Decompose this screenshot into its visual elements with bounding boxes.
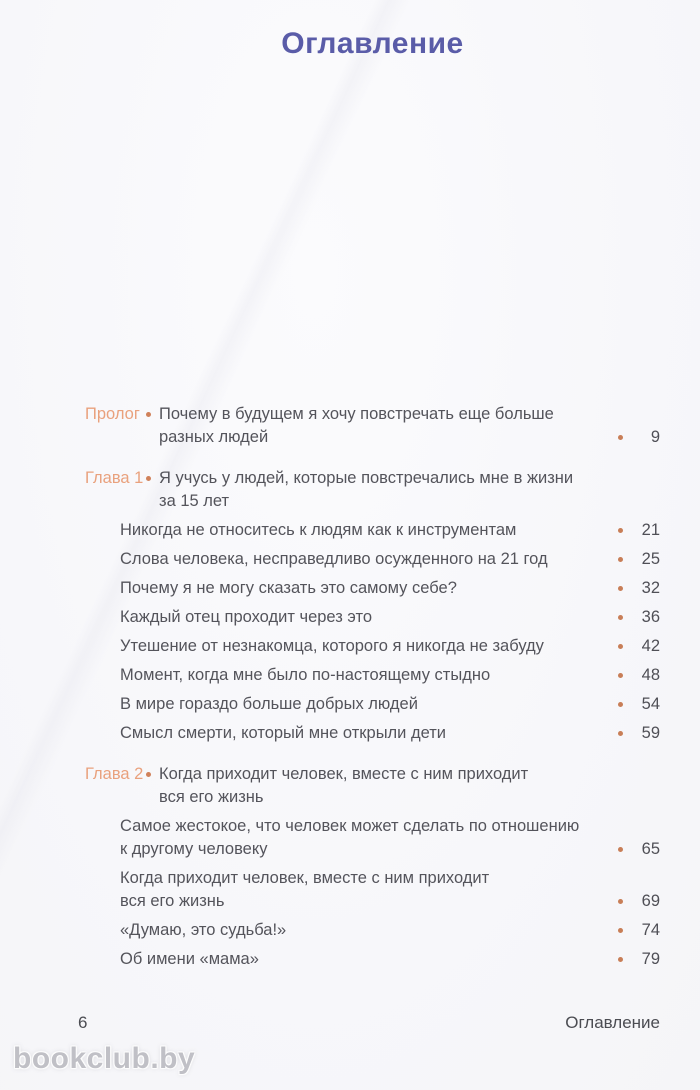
entry-page <box>618 577 660 600</box>
entry-title: Смысл смерти, который мне открыли дети <box>120 724 447 742</box>
bullet-icon <box>146 412 151 417</box>
toc-entry <box>85 722 660 745</box>
bullet-icon <box>618 899 623 904</box>
toc-entry <box>85 919 660 942</box>
toc-entry <box>85 664 660 687</box>
page-number: 65 <box>641 840 660 858</box>
section-label: Пролог <box>85 405 140 423</box>
entry-page <box>618 606 660 629</box>
toc-section-header <box>85 763 660 809</box>
bullet-icon <box>146 476 151 481</box>
bullet-icon <box>618 928 623 933</box>
toc-entry <box>85 693 660 716</box>
page-number: 48 <box>641 666 660 684</box>
page-number: 69 <box>641 892 660 910</box>
entry-page <box>618 693 660 716</box>
bullet-icon <box>618 644 623 649</box>
entry-title: Самое жестокое, что человек может сделать по отношению к другому человеку <box>120 817 580 858</box>
page-number: 74 <box>641 921 660 939</box>
entry-title: Слова человека, несправедливо осужденного на 21 год <box>120 550 548 568</box>
entry-page <box>618 664 660 687</box>
entry-page <box>618 519 660 542</box>
footer-section-label: Оглавление <box>565 1013 660 1032</box>
toc-section-header <box>85 403 660 449</box>
toc-entry <box>85 815 660 861</box>
page-footer <box>78 1012 660 1034</box>
toc-section <box>85 403 660 449</box>
bullet-icon <box>618 615 623 620</box>
entry-title: Когда приходит человек, вместе с ним приходит вся его жизнь <box>120 869 490 910</box>
entry-page <box>618 722 660 745</box>
toc-entry <box>85 867 660 913</box>
bullet-icon <box>618 673 623 678</box>
entry-title: Никогда не относитесь к людям как к инструментам <box>120 521 517 539</box>
page-number: 42 <box>641 637 660 655</box>
watermark-bookclub: bookclub.by <box>13 1042 196 1075</box>
toc-entry <box>85 577 660 600</box>
page-number: 32 <box>641 579 660 597</box>
bullet-icon <box>618 847 623 852</box>
page-number: 36 <box>641 608 660 626</box>
entry-page <box>618 548 660 571</box>
entry-title: Почему я не могу сказать это самому себе? <box>120 579 457 597</box>
entry-title: Когда приходит человек, вместе с ним приходит вся его жизнь <box>159 765 529 806</box>
entry-page <box>618 948 660 971</box>
bullet-icon <box>618 702 623 707</box>
page-number: 54 <box>641 695 660 713</box>
table-of-contents <box>85 403 660 971</box>
entry-title: Утешение от незнакомца, которого я никогда не забуду <box>120 637 544 655</box>
entry-title: Я учусь у людей, которые повстречались мне в жизни за 15 лет <box>159 469 574 510</box>
toc-entry <box>85 519 660 542</box>
entry-title: Каждый отец проходит через это <box>120 608 372 626</box>
bullet-icon <box>618 557 623 562</box>
page-number: 79 <box>641 950 660 968</box>
entry-page <box>618 426 660 449</box>
entry-title: Момент, когда мне было по-настоящему стыдно <box>120 666 491 684</box>
toc-entry <box>85 635 660 658</box>
section-label: Глава 2 <box>85 765 144 783</box>
page-title: Оглавление <box>281 27 464 60</box>
page-number: 9 <box>650 428 660 446</box>
toc-section <box>85 763 660 971</box>
bullet-icon <box>146 772 151 777</box>
entry-page <box>618 919 660 942</box>
entry-title: В мире гораздо больше добрых людей <box>120 695 418 713</box>
bullet-icon <box>618 528 623 533</box>
toc-section-header <box>85 467 660 513</box>
page-number: 25 <box>641 550 660 568</box>
entry-page <box>618 890 660 913</box>
bullet-icon <box>618 731 623 736</box>
bullet-icon <box>618 435 623 440</box>
bullet-icon <box>618 586 623 591</box>
toc-entry <box>85 948 660 971</box>
toc-entry <box>85 548 660 571</box>
entry-title: Об имени «мама» <box>120 950 259 968</box>
entry-title: Почему в будущем я хочу повстречать еще больше разных людей <box>159 405 554 446</box>
section-label: Глава 1 <box>85 469 144 487</box>
toc-section <box>85 467 660 745</box>
bullet-icon <box>618 957 623 962</box>
entry-page <box>618 635 660 658</box>
page-number: 21 <box>641 521 660 539</box>
page-content <box>85 0 660 977</box>
entry-page <box>618 838 660 861</box>
page-number: 59 <box>641 724 660 742</box>
toc-entry <box>85 606 660 629</box>
entry-title: «Думаю, это судьба!» <box>120 921 287 939</box>
footer-page-number: 6 <box>78 1013 88 1032</box>
